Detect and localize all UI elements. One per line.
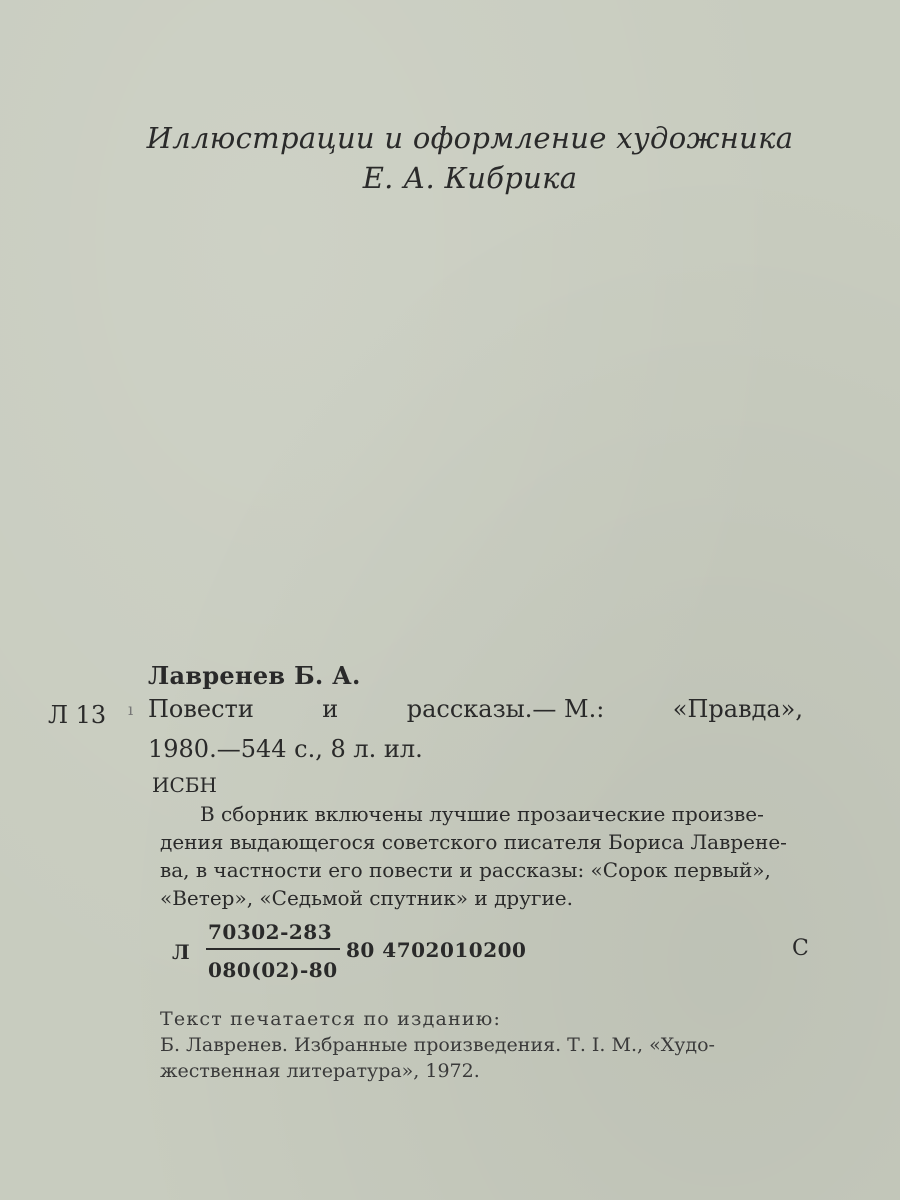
source-line-2: Б. Лавренев. Избранные произведения. Т. I. М., «Худо- bbox=[160, 1034, 715, 1056]
catalog-index bbox=[168, 920, 818, 990]
abstract-line bbox=[160, 800, 808, 828]
fraction-bar bbox=[206, 948, 340, 950]
copyright-mark: С bbox=[792, 936, 809, 961]
abstract-line bbox=[160, 828, 808, 856]
index-denominator: 080(02)-80 bbox=[208, 958, 338, 982]
abstract bbox=[160, 800, 808, 912]
abstract-text: В сборник включены лучшие прозаические произве- bbox=[200, 802, 764, 826]
catalog-publication: 1980.—544 с., 8 л. ил. bbox=[148, 735, 423, 763]
title-word: и bbox=[322, 695, 339, 723]
index-numerator: 70302-283 bbox=[208, 920, 333, 944]
illustration-credits bbox=[0, 118, 900, 198]
catalog-isbn: ИСБН bbox=[152, 773, 217, 797]
source-note bbox=[160, 1006, 810, 1084]
catalog-title bbox=[148, 692, 803, 726]
title-word: «Правда», bbox=[672, 695, 803, 723]
source-line-3: жественная литература», 1972. bbox=[160, 1060, 480, 1082]
abstract-line bbox=[160, 856, 808, 884]
abstract-line bbox=[160, 884, 808, 912]
index-code: 80 4702010200 bbox=[346, 938, 527, 962]
credits-line-1: Иллюстрации и оформление художника bbox=[146, 121, 794, 155]
abstract-text: дения выдающегося советского писателя Бориса Лаврене- bbox=[160, 830, 787, 854]
abstract-text: ва, в частности его повести и рассказы: «Сорок первый», bbox=[160, 858, 771, 882]
title-word: Повести bbox=[148, 695, 254, 723]
catalog-code: Л 13 bbox=[48, 701, 107, 729]
credits-line-2: Е. А. Кибрика bbox=[362, 161, 578, 195]
title-word: рассказы.— М.: bbox=[406, 695, 605, 723]
source-line-1: Текст печатается по изданию: bbox=[160, 1008, 502, 1030]
margin-mark: ı bbox=[128, 700, 134, 719]
catalog-author: Лавренев Б. А. bbox=[148, 661, 361, 690]
index-label: Л bbox=[172, 940, 190, 964]
abstract-text: «Ветер», «Седьмой спутник» и другие. bbox=[160, 886, 573, 910]
